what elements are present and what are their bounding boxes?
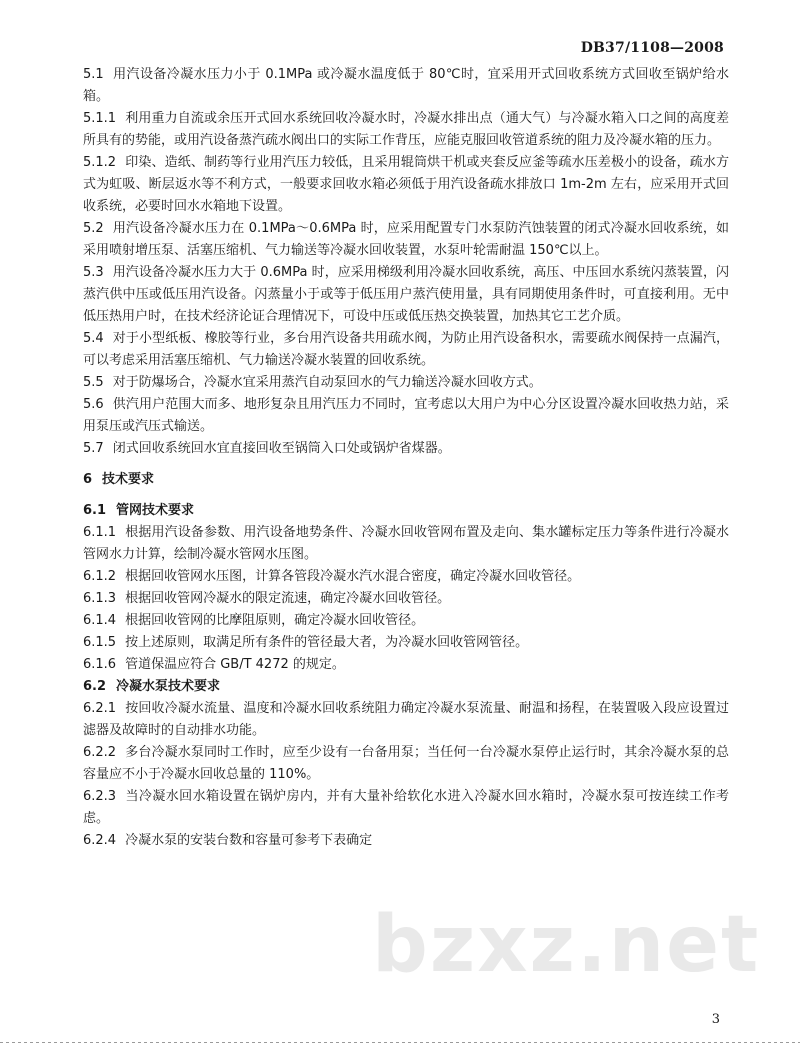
clause-text: 印染、造纸、制药等行业用汽压力较低，且采用辊筒烘干机或夹套反应釜等疏水压差极小的设备，疏水方式为虹吸、断层返水等不利方式，一般要求回收水箱必须低于用汽设备疏水排放口 1m-2m 左右，应采用开式回收系统，必要时回水水箱地下设置。 [83, 155, 729, 214]
clause-text: 根据用汽设备参数、用汽设备地势条件、冷凝水回收管网布置及走向、集水罐标定压力等条件进行冷凝水管网水力计算，绘制冷凝水管网水压图。 [83, 525, 729, 562]
clause-6-2-2 [83, 742, 729, 786]
clause-5-5 [83, 372, 729, 394]
clause-6-1-6 [83, 654, 729, 676]
clause-text: 冷凝水泵技术要求 [116, 679, 221, 694]
clause-number: 5.2 [83, 221, 104, 236]
clause-number: 5.3 [83, 265, 104, 280]
clause-number: 5.7 [83, 441, 104, 456]
clause-number: 6.1 [83, 503, 107, 518]
clause-6-2-4 [83, 830, 729, 852]
clause-text: 根据回收管网水压图，计算各管段冷凝水汽水混合密度，确定冷凝水回收管径。 [125, 569, 581, 584]
clause-5-3 [83, 262, 729, 328]
clause-5-1-1 [83, 108, 729, 152]
clause-text: 闭式回收系统回水宜直接回收至锅筒入口处或锅炉省煤器。 [112, 441, 451, 456]
clause-number: 6.2 [83, 679, 107, 694]
section-heading-6-1 [83, 500, 729, 522]
clause-number: 5.5 [83, 375, 104, 390]
clause-number: 6.2.2 [83, 745, 117, 760]
clause-number: 6.2.1 [83, 701, 117, 716]
bottom-divider [0, 1042, 800, 1043]
clause-number: 5.1 [83, 67, 104, 82]
document-body [83, 64, 729, 852]
clause-number: 6.2.4 [83, 833, 117, 848]
clause-5-1-2 [83, 152, 729, 218]
clause-number: 6.1.4 [83, 613, 117, 628]
clause-text: 管网技术要求 [116, 503, 195, 518]
clause-number: 5.6 [83, 397, 104, 412]
clause-text: 冷凝水泵的安装台数和容量可参考下表确定 [125, 833, 373, 848]
clause-text: 根据回收管网的比摩阻原则，确定冷凝水回收管径。 [125, 613, 425, 628]
clause-6-1-1 [83, 522, 729, 566]
clause-6-1-4 [83, 610, 729, 632]
clause-6-1-3 [83, 588, 729, 610]
clause-text: 技术要求 [102, 472, 155, 487]
clause-text: 多台冷凝水泵同时工作时，应至少设有一台备用泵；当任何一台冷凝水泵停止运行时，其余冷凝水泵的总容量应不小于冷凝水回收总量的 110%。 [83, 745, 729, 782]
clause-number: 6.1.1 [83, 525, 117, 540]
clause-number: 6.1.6 [83, 657, 117, 672]
clause-number: 6.2.3 [83, 789, 117, 804]
clause-text: 供汽用户范围大而多、地形复杂且用汽压力不同时，宜考虑以大用户为中心分区设置冷凝水回收热力站，采用泵压或汽压式输送。 [83, 397, 729, 434]
clause-number: 5.4 [83, 331, 104, 346]
section-heading-6-2 [83, 676, 729, 698]
clause-text: 当冷凝水回水箱设置在锅炉房内，并有大量补给软化水进入冷凝水回水箱时，冷凝水泵可按连续工作考虑。 [83, 789, 729, 826]
clause-number: 5.1.2 [83, 155, 117, 170]
clause-6-2-1 [83, 698, 729, 742]
clause-text: 按上述原则，取满足所有条件的管径最大者，为冷凝水回收管网管径。 [125, 635, 529, 650]
clause-number: 6.1.5 [83, 635, 117, 650]
clause-text: 对于防爆场合，冷凝水宜采用蒸汽自动泵回水的气力输送冷凝水回收方式。 [112, 375, 542, 390]
clause-text: 管道保温应符合 GB/T 4272 的规定。 [125, 657, 345, 672]
clause-5-4 [83, 328, 729, 372]
clause-text: 用汽设备冷凝水压力小于 0.1MPa 或冷凝水温度低于 80℃时，宜采用开式回收系统方式回收至锅炉给水箱。 [83, 67, 729, 104]
clause-6-1-5 [83, 632, 729, 654]
clause-number: 5.1.1 [83, 111, 117, 126]
clause-5-2 [83, 218, 729, 262]
clause-6-2-3 [83, 786, 729, 830]
clause-text: 利用重力自流或余压开式回水系统回收冷凝水时，冷凝水排出点（通大气）与冷凝水箱入口之间的高度差所具有的势能，或用汽设备蒸汽疏水阀出口的实际工作背压，应能克服回收管道系统的阻力及冷凝水箱的压力。 [83, 111, 729, 148]
clause-text: 按回收冷凝水流量、温度和冷凝水回收系统阻力确定冷凝水泵流量、耐温和扬程，在装置吸入段应设置过滤器及故障时的自动排水功能。 [83, 701, 729, 738]
clause-6-1-2 [83, 566, 729, 588]
clause-number: 6.1.2 [83, 569, 117, 584]
clause-text: 用汽设备冷凝水压力大于 0.6MPa 时，应采用梯级利用冷凝水回收系统，高压、中压回水系统闪蒸装置，闪蒸汽供中压或低压用汽设备。闪蒸量小于或等于低压用户蒸汽使用量，具有同期使用条件时，可直接利用。无中低压热用户时，在技术经济论证合理情况下，可设中压或低压热交换装置，加热其它工艺介质。 [83, 265, 729, 324]
clause-number: 6.1.3 [83, 591, 117, 606]
page-number: 3 [711, 1012, 720, 1027]
clause-text: 对于小型纸板、橡胶等行业，多台用汽设备共用疏水阀，为防止用汽设备积水，需要疏水阀保持一点漏汽，可以考虑采用活塞压缩机、气力输送冷凝水装置的回收系统。 [83, 331, 729, 368]
standard-code: DB37/1108—2008 [580, 40, 724, 56]
clause-text: 用汽设备冷凝水压力在 0.1MPa～0.6MPa 时，应采用配置专门水泵防汽蚀装置的闭式冷凝水回收系统，如采用喷射增压泵、活塞压缩机、气力输送等冷凝水回收装置，水泵叶轮需耐温 150℃以上。 [83, 221, 729, 258]
watermark: bzxz.net [372, 900, 761, 990]
clause-text: 根据回收管网冷凝水的限定流速，确定冷凝水回收管径。 [125, 591, 451, 606]
clause-5-1 [83, 64, 729, 108]
clause-5-6 [83, 394, 729, 438]
clause-number: 6 [83, 472, 93, 487]
chapter-heading-6 [83, 469, 729, 491]
clause-5-7 [83, 438, 729, 460]
